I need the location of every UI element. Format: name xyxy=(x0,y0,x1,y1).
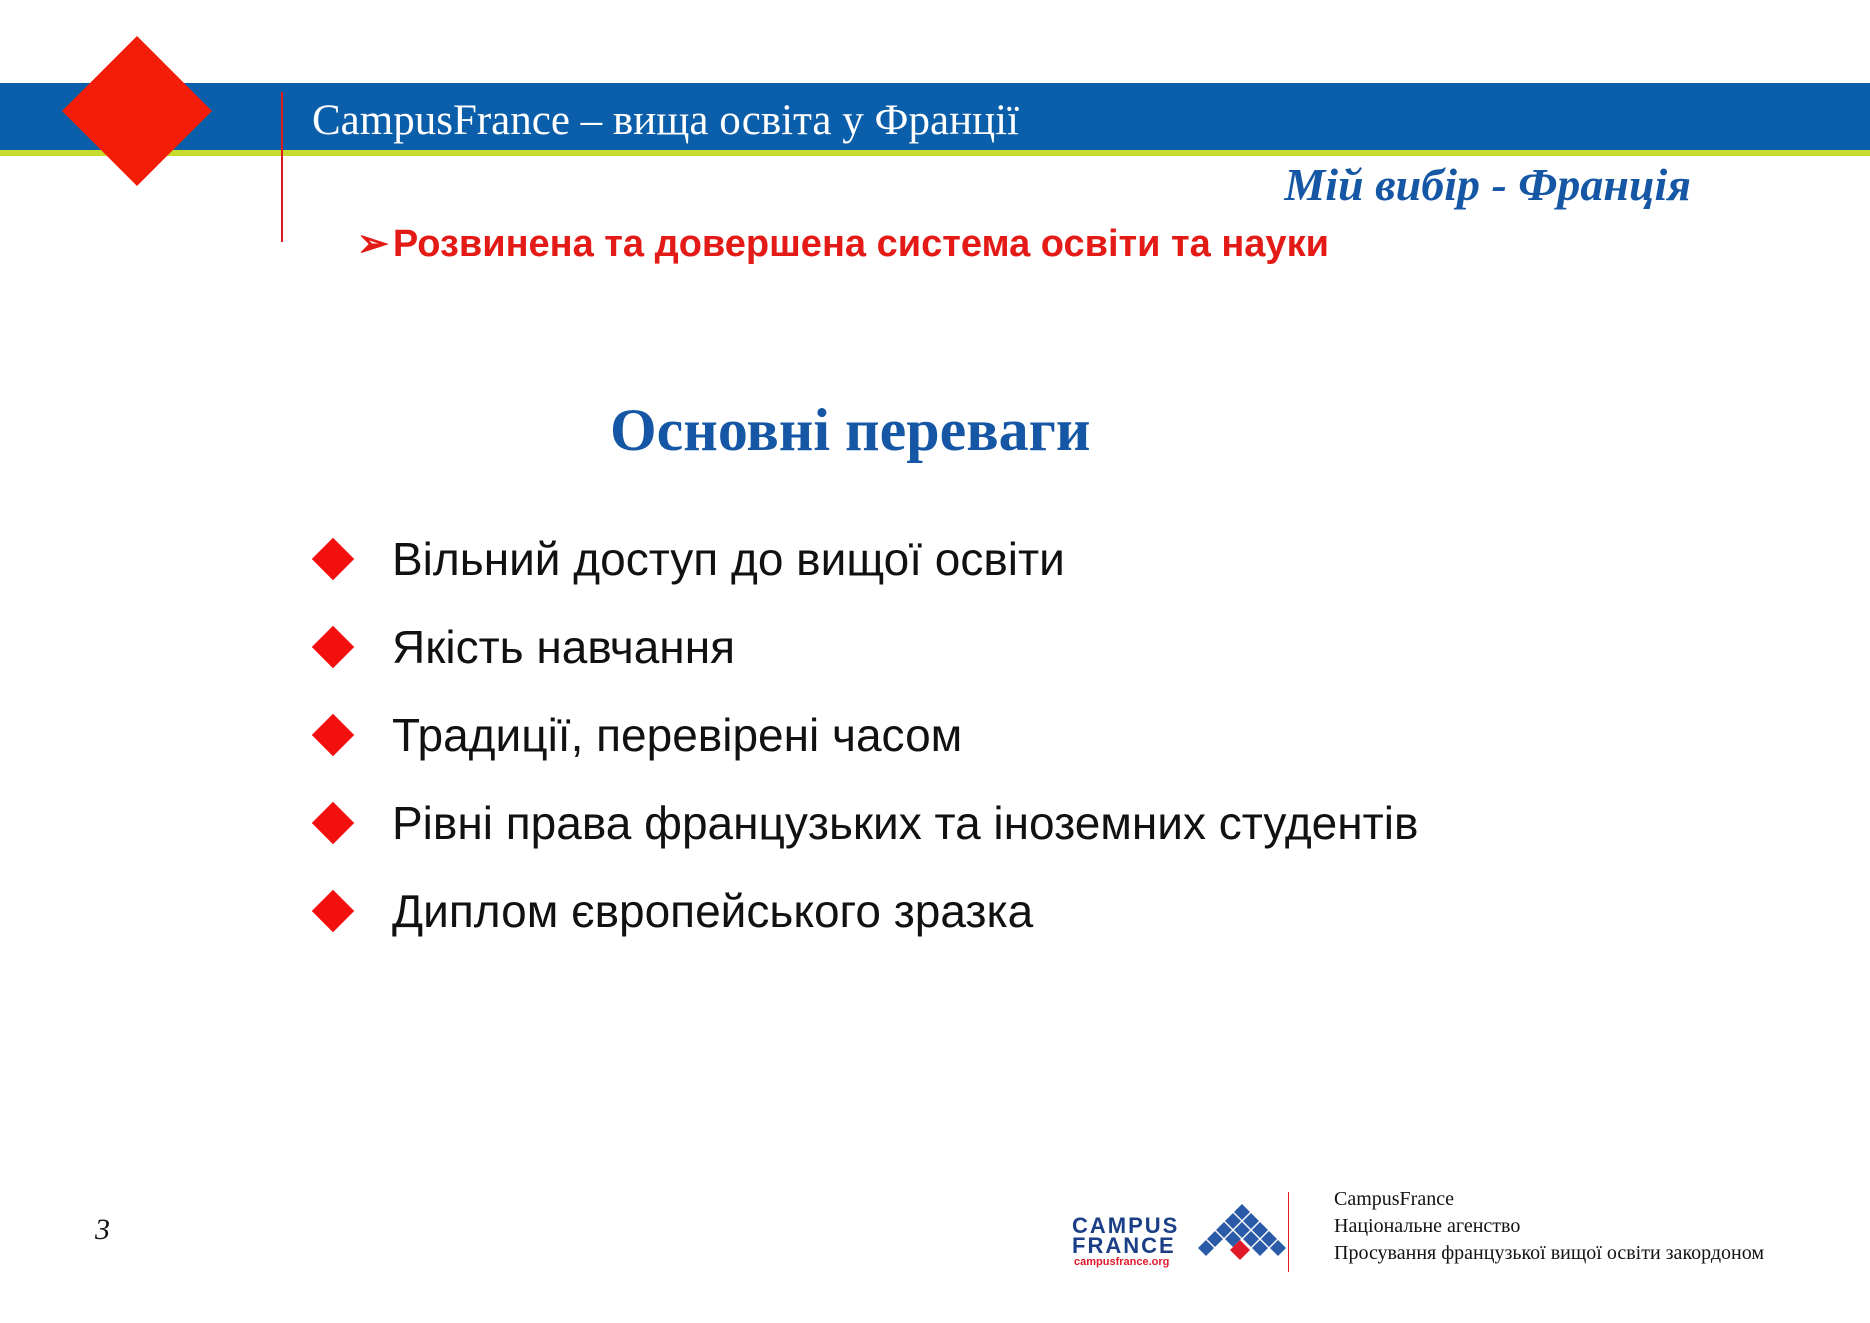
red-diamond-bullet-icon xyxy=(312,714,354,756)
red-diamond-icon xyxy=(62,36,212,186)
list-item xyxy=(310,779,1418,867)
list-item-text: Традиції, перевірені часом xyxy=(392,709,963,761)
pyramid-logo-icon xyxy=(1192,1200,1292,1266)
list-item-text: Якість навчання xyxy=(392,621,736,673)
list-item-text: Вільний доступ до вищої освіти xyxy=(392,533,1065,585)
campus-france-logo xyxy=(1072,1200,1272,1270)
advantages-list xyxy=(310,515,1418,955)
page-number: 3 xyxy=(95,1213,110,1246)
list-item xyxy=(310,603,1418,691)
list-item-text: Рівні права французьких та іноземних студентів xyxy=(392,797,1419,849)
agency-info xyxy=(1334,1186,1764,1267)
logo-url: campusfrance.org xyxy=(1074,1256,1170,1268)
agency-line: Просування французької вищої освіти закордоном xyxy=(1334,1242,1765,1264)
logo-line-france: FRANCE xyxy=(1072,1233,1176,1258)
red-diamond-bullet-icon xyxy=(312,538,354,580)
header-divider-line xyxy=(281,92,283,242)
footer-divider-line xyxy=(1288,1192,1289,1272)
red-diamond-bullet-icon xyxy=(312,890,354,932)
main-heading: Основні переваги xyxy=(610,397,1091,463)
subtitle-text: Розвинена та довершена система освіти та науки xyxy=(392,223,1329,265)
list-item xyxy=(310,515,1418,603)
subtitle xyxy=(357,219,1329,269)
slogan: Мій вибір - Франція xyxy=(1284,159,1691,210)
logo-line-campus: CAMPUS xyxy=(1072,1213,1180,1238)
red-diamond-bullet-icon xyxy=(312,626,354,668)
agency-line: Національне агенство xyxy=(1334,1215,1521,1237)
list-item xyxy=(310,867,1418,955)
list-item xyxy=(310,691,1418,779)
arrow-bullet-icon: ➢ xyxy=(357,223,389,265)
list-item-text: Диплом європейського зразка xyxy=(392,885,1034,937)
header-title: CampusFrance – вища освіта у Франції xyxy=(312,97,1019,144)
red-diamond-bullet-icon xyxy=(312,802,354,844)
agency-line: CampusFrance xyxy=(1334,1188,1454,1210)
